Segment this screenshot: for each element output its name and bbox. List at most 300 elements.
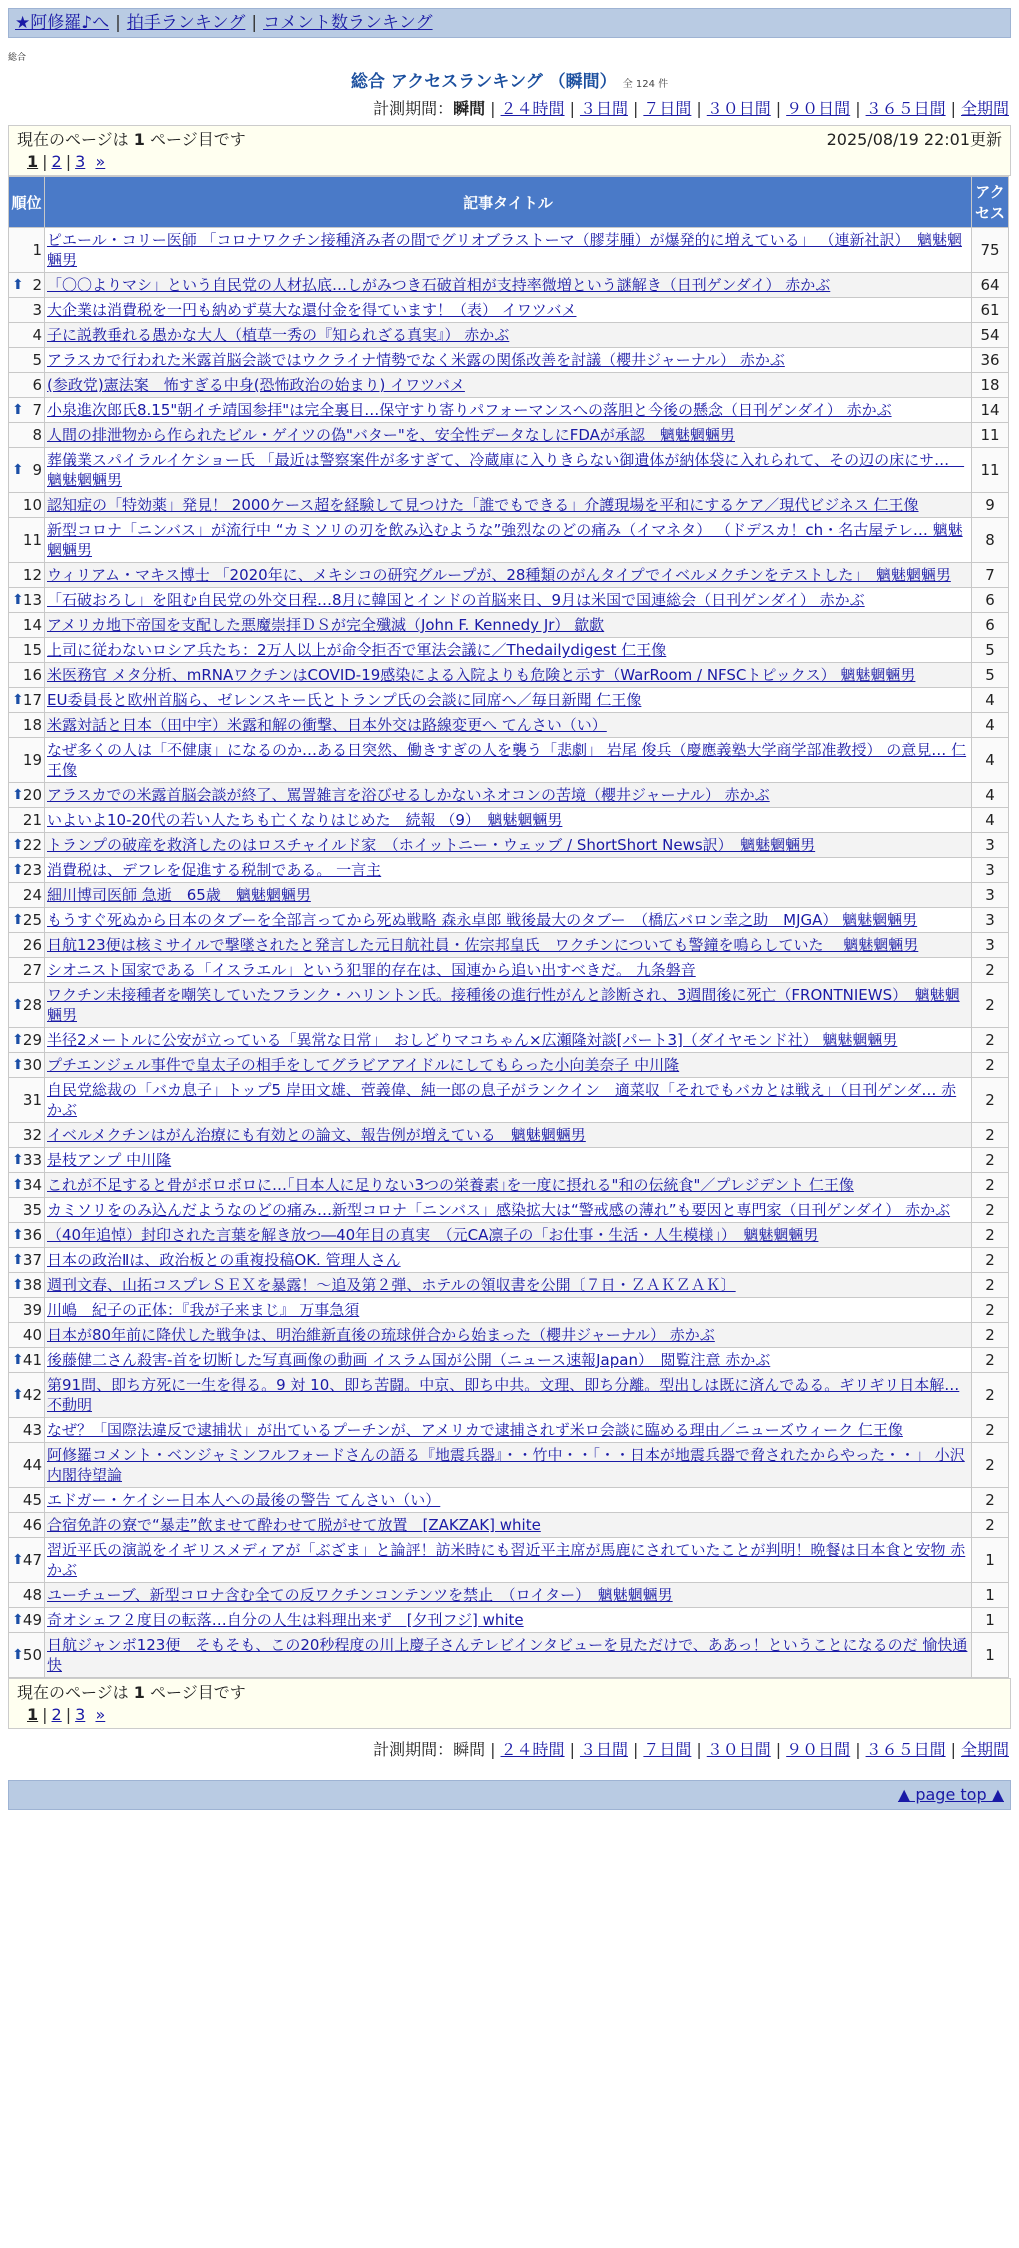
rank-cell (9, 908, 45, 933)
period-link[interactable]: ９０日間 (786, 1740, 851, 1759)
rank-cell (9, 298, 45, 323)
period-current: 瞬間 (453, 1740, 486, 1759)
article-title-link[interactable]: 日本が80年前に降伏した戦争は、明治維新直後の琉球併合から始まった（櫻井ジャーナル） 赤かぶ (47, 1326, 715, 1344)
current-page-text: 現在のページは 1 ページ目です (17, 130, 246, 149)
title-cell (45, 1608, 972, 1633)
rank-cell (9, 688, 45, 713)
access-count: 1 (972, 1583, 1009, 1608)
rank-number: 7 (32, 401, 42, 419)
rank-cell (9, 1198, 45, 1223)
next-page-link[interactable]: » (95, 1705, 106, 1724)
access-count: 6 (972, 613, 1009, 638)
article-title-link[interactable]: 合宿免許の寮で“暴走”飲ませて酔わせて脱がせて放置 [ZAKZAK] white (47, 1516, 541, 1534)
title-cell (45, 373, 972, 398)
article-title-link[interactable]: 「石破おろし」を阻む自民党の外交日程…8月に韓国とインドの首脳来日、9月は米国で国連総会（日刊ゲンダイ） 赤かぶ (47, 591, 865, 609)
period-link[interactable]: ２４時間 (500, 1740, 565, 1759)
rank-cell (9, 1173, 45, 1198)
title-cell (45, 858, 972, 883)
rank-cell (9, 808, 45, 833)
table-row (9, 493, 1009, 518)
rank-number: 8 (32, 426, 42, 444)
period-label: 計測期間： (373, 99, 454, 118)
col-header-title: 記事タイトル (45, 177, 972, 228)
rank-cell (9, 933, 45, 958)
article-title-link[interactable]: 米露対話と日本（田中宇）米露和解の衝撃、日本外交は路線変更へ てんさい（い） (47, 716, 607, 734)
pagination (27, 152, 1002, 171)
rank-number: 43 (22, 1421, 42, 1439)
table-row (9, 1538, 1009, 1583)
article-title-link[interactable]: 大企業は消費税を一円も納めず莫大な還付金を得ています！（表） イワツバメ (47, 301, 577, 319)
table-row (9, 398, 1009, 423)
access-count: 2 (972, 1078, 1009, 1123)
rank-number: 24 (22, 886, 42, 904)
period-link[interactable]: ２４時間 (500, 99, 565, 118)
period-link[interactable]: ３６５日間 (865, 99, 946, 118)
rank-number: 10 (22, 496, 42, 514)
article-title-link[interactable]: （40年追悼）封印された言葉を解き放つ―40年目の真実 （元CA凛子の「お仕事・生活・人生模様」） 魑魅魍魎男 (47, 1226, 819, 1244)
rank-number: 44 (22, 1456, 42, 1474)
rank-cell (9, 833, 45, 858)
access-count: 64 (972, 273, 1009, 298)
article-title-link[interactable]: 週刊文春、山拓コスプレＳＥＸを暴露！～追及第２弾、ホテルの領収書を公開〔７日・ＺＡＫＺＡＫ〕 (47, 1276, 736, 1294)
period-link[interactable]: ３日間 (579, 1740, 628, 1759)
article-title-link[interactable]: なぜ多くの人は「不健康」になるのか…ある日突然、働きすぎの人を襲う「悲劇」 岩尾 俊兵（慶應義塾大学商学部准教授） の意見… 仁王像 (47, 741, 967, 779)
access-count: 2 (972, 1488, 1009, 1513)
rank-cell (9, 738, 45, 783)
rank-cell (9, 1223, 45, 1248)
rank-number: 46 (22, 1516, 42, 1534)
table-row (9, 518, 1009, 563)
article-title-link[interactable]: 日本の政治Ⅱは、政治板との重複投稿OK. 管理人さん (47, 1251, 401, 1269)
page-link: 1 (27, 152, 39, 171)
access-count: 6 (972, 588, 1009, 613)
table-row (9, 958, 1009, 983)
table-row (9, 983, 1009, 1028)
total-count: 全 124 件 (622, 79, 669, 90)
table-row (9, 858, 1009, 883)
table-row (9, 1373, 1009, 1418)
access-count: 1 (972, 1608, 1009, 1633)
article-title-link[interactable]: いよいよ10-20代の若い人たちも亡くなりはじめた 続報 （9） 魑魅魍魎男 (47, 811, 563, 829)
rank-cell (9, 228, 45, 273)
title-cell (45, 883, 972, 908)
title-cell (45, 1633, 972, 1678)
table-row (9, 808, 1009, 833)
table-row (9, 1053, 1009, 1078)
title-cell (45, 1443, 972, 1488)
access-count: 3 (972, 883, 1009, 908)
period-separator: | (569, 1740, 575, 1759)
title-cell (45, 1323, 972, 1348)
title-cell (45, 613, 972, 638)
access-count: 18 (972, 373, 1009, 398)
access-count: 75 (972, 228, 1009, 273)
rank-number: 13 (22, 591, 42, 609)
access-count: 2 (972, 1323, 1009, 1348)
access-count: 2 (972, 1273, 1009, 1298)
article-title-link[interactable]: 小泉進次郎氏8.15"朝イチ靖国参拝"は完全裏目…保守すり寄りパフォーマンスへの落胆と今後の懸念（日刊ゲンダイ） 赤かぶ (47, 401, 892, 419)
rank-number: 33 (22, 1151, 42, 1169)
clap-ranking-link[interactable]: 拍手ランキング (126, 13, 246, 33)
article-title-link[interactable]: トランプの破産を救済したのはロスチャイルド家 （ホイットニー・ウェッブ / ShortShort News訳） 魑魅魍魎男 (47, 836, 816, 854)
article-title-link[interactable]: ワクチン未接種者を嘲笑していたフランク・ハリントン氏。接種後の進行性がんと診断され、3週間後に死亡（FRONTNIEWS） 魑魅魍魎男 (47, 986, 960, 1024)
pager-separator: | (42, 152, 48, 171)
rank-cell (9, 1513, 45, 1538)
article-title-link[interactable]: シオニスト国家である「イスラエル」という犯罪的存在は、国連から追い出すべきだ。 九条磐音 (47, 961, 696, 979)
rank-number: 21 (22, 811, 42, 829)
rank-number: 2 (32, 276, 42, 294)
article-title-link[interactable]: 日航ジャンボ123便 そもそも、この20秒程度の川上慶子さんテレビインタビューを見ただけで、ああっ！ということになるのだ 愉快通快 (47, 1636, 968, 1674)
table-row (9, 1418, 1009, 1443)
rank-cell (9, 1608, 45, 1633)
table-row (9, 908, 1009, 933)
article-title-link[interactable]: もうすぐ死ぬから日本のタブーを全部言ってから死ぬ戦略 森永卓郎 戦後最大のタブー （橋広バロン幸之助 MJGA） 魑魅魍魎男 (47, 911, 918, 929)
article-title-link[interactable]: 人間の排泄物から作られたビル・ゲイツの偽"バター"を、安全性データなしにFDAが承認 魑魅魍魎男 (47, 426, 735, 444)
article-title-link[interactable]: 消費税は、デフレを促進する税制である。 一言主 (47, 861, 382, 879)
period-separator: | (490, 1740, 496, 1759)
title-cell (45, 933, 972, 958)
access-count: 54 (972, 323, 1009, 348)
title-cell (45, 1053, 972, 1078)
rank-cell (9, 1488, 45, 1513)
access-count: 2 (972, 1373, 1009, 1418)
up-arrow-icon: ⬆ (12, 1227, 24, 1243)
rank-cell (9, 323, 45, 348)
article-title-link[interactable]: エドガー・ケイシー日本人への最後の警告 てんさい（い） (47, 1491, 441, 1509)
access-count: 2 (972, 1123, 1009, 1148)
up-arrow-icon: ⬆ (12, 997, 24, 1013)
rank-number: 27 (22, 961, 42, 979)
next-page-link[interactable]: » (95, 152, 106, 171)
period-link[interactable]: ３０日間 (706, 99, 771, 118)
rank-number: 26 (22, 936, 42, 954)
rank-cell (9, 1323, 45, 1348)
comment-ranking-link[interactable]: コメント数ランキング (263, 13, 433, 33)
rank-number: 35 (22, 1201, 42, 1219)
access-count: 4 (972, 713, 1009, 738)
access-count: 11 (972, 423, 1009, 448)
period-label: 計測期間： (373, 1740, 454, 1759)
period-link[interactable]: ３日間 (579, 99, 628, 118)
up-arrow-icon: ⬆ (12, 912, 24, 928)
article-title-link[interactable]: 「〇〇よりマシ」という自民党の人材払底…しがみつき石破首相が支持率微増という謎解き（日刊ゲンダイ） 赤かぶ (47, 276, 831, 294)
article-title-link[interactable]: 新型コロナ「ニンバス」が流行中 “カミソリの刃を飲み込むような”強烈なのどの痛み（イマネタ） （ドデスカ！ch・名古屋テレ… 魑魅魍魎男 (47, 521, 963, 559)
article-title-link[interactable]: 自民党総裁の「バカ息子」トップ5 岸田文雄、菅義偉、純一郎の息子がランクイン 適菜収「それでもバカとは戦え」（日刊ゲンダ… 赤かぶ (47, 1081, 957, 1119)
period-link[interactable]: ３６５日間 (865, 1740, 946, 1759)
title-cell (45, 1538, 972, 1583)
table-row (9, 1323, 1009, 1348)
title-cell (45, 323, 972, 348)
period-link[interactable]: 全期間 (960, 99, 1009, 118)
rank-number: 4 (32, 326, 42, 344)
rank-number: 12 (22, 566, 42, 584)
access-count: 36 (972, 348, 1009, 373)
table-row (9, 348, 1009, 373)
rank-cell (9, 398, 45, 423)
article-title-link[interactable]: アメリカ地下帝国を支配した悪魔崇拝ＤＳが完全殲滅（John F. Kennedy Jr） 歙歔 (47, 616, 605, 634)
period-separator: | (632, 99, 639, 118)
rank-number: 9 (32, 461, 42, 479)
title-cell (45, 1513, 972, 1538)
pager-separator: | (42, 1705, 48, 1724)
up-arrow-icon: ⬆ (12, 1552, 24, 1568)
title-cell (45, 688, 972, 713)
rank-cell (9, 883, 45, 908)
article-title-link[interactable]: ウィリアム・マキス博士 「2020年に、メキシコの研究グループが、28種類のがんタイプでイベルメクチンをテストした」 魑魅魍魎男 (47, 566, 951, 584)
period-separator: | (490, 99, 496, 118)
article-title-link[interactable]: 上司に従わないロシア兵たち：2万人以上が命令拒否で軍法会議に／Thedailydigest 仁王像 (47, 641, 667, 659)
access-count: 4 (972, 783, 1009, 808)
rank-cell (9, 448, 45, 493)
rank-cell (9, 1418, 45, 1443)
article-title-link[interactable]: 後藤健二さん殺害-首を切断した写真画像の動画 イスラム国が公開（ニュース速報Japan） 閲覧注意 赤かぶ (47, 1351, 771, 1369)
article-title-link[interactable]: (参政党)憲法案 怖すぎる中身(恐怖政治の始まり) イワツバメ (47, 376, 465, 394)
up-arrow-icon: ⬆ (12, 1352, 24, 1368)
article-title-link[interactable]: 子に説教垂れる愚かな大人（植草一秀の『知られざる真実』） 赤かぶ (47, 326, 510, 344)
rank-cell (9, 563, 45, 588)
article-title-link[interactable]: 日航123便は核ミサイルで撃墜されたと発言した元日航社員・佐宗邦皇氏 ワクチンについても警鐘を鳴らしていた 魑魅魍魎男 (47, 936, 919, 954)
pager-separator: | (65, 152, 72, 171)
table-row (9, 448, 1009, 493)
rank-cell (9, 1078, 45, 1123)
title-cell (45, 1248, 972, 1273)
table-row (9, 713, 1009, 738)
access-count: 2 (972, 1173, 1009, 1198)
table-row (9, 663, 1009, 688)
article-title-link[interactable]: 葬儀業スパイラルイケショー氏 「最近は警察案件が多すぎて、冷蔵庫に入りきらない御遺体が納体袋に入れられて、その辺の床にサ… 魑魅魍魎男 (47, 451, 965, 489)
title-cell (45, 783, 972, 808)
access-count: 3 (972, 908, 1009, 933)
table-row (9, 783, 1009, 808)
rank-cell (9, 958, 45, 983)
table-row (9, 738, 1009, 783)
page-info-box (8, 125, 1011, 176)
article-title-link[interactable]: 半径2メートルに公安が立っている「異常な日常」 おしどりマコちゃん×広瀬隆対談[パート3]（ダイヤモンド社） 魑魅魍魎男 (47, 1031, 898, 1049)
article-title-link[interactable]: これが不足すると骨がボロボロに…｢日本人に足りない3つの栄養素｣を一度に摂れる"和の伝統食"／プレジデント 仁王像 (47, 1176, 854, 1194)
title-cell (45, 1583, 972, 1608)
table-row (9, 228, 1009, 273)
access-count: 5 (972, 638, 1009, 663)
period-selector-bottom (8, 1737, 1009, 1760)
access-count: 3 (972, 833, 1009, 858)
article-title-link[interactable]: 川嶋 紀子の正体：『我が子来まじ』 万事急須 (47, 1301, 360, 1319)
access-count: 2 (972, 983, 1009, 1028)
table-row (9, 1583, 1009, 1608)
table-row (9, 1273, 1009, 1298)
article-title-link[interactable]: 細川博司医師 急逝 65歳 魑魅魍魎男 (47, 886, 311, 904)
period-link[interactable]: ９０日間 (786, 99, 851, 118)
title-cell (45, 588, 972, 613)
title-cell (45, 1123, 972, 1148)
rank-number: 47 (22, 1551, 42, 1569)
title-cell (45, 518, 972, 563)
page-link[interactable]: 3 (75, 1705, 86, 1724)
page-link[interactable]: 2 (51, 152, 62, 171)
article-title-link[interactable]: EU委員長と欧州首脳ら、ゼレンスキー氏とトランプ氏の会談に同席へ／毎日新聞 仁王像 (47, 691, 642, 709)
rank-cell (9, 663, 45, 688)
title-cell (45, 1488, 972, 1513)
period-link[interactable]: ７日間 (643, 99, 692, 118)
article-title-link[interactable]: アラスカでの米露首脳会談が終了、罵詈雑言を浴びせるしかないネオコンの苦境（櫻井ジャーナル） 赤かぶ (47, 786, 770, 804)
rank-cell (9, 1373, 45, 1418)
table-row (9, 933, 1009, 958)
category-label: 総合 (8, 53, 27, 63)
title-cell (45, 1223, 972, 1248)
rank-cell (9, 1633, 45, 1678)
nav-separator: | (251, 13, 258, 33)
rank-number: 30 (22, 1056, 42, 1074)
rank-cell (9, 1273, 45, 1298)
rank-number: 19 (22, 751, 42, 769)
access-count: 2 (972, 1148, 1009, 1173)
up-arrow-icon: ⬆ (12, 1177, 24, 1193)
period-separator: | (775, 99, 782, 118)
title-cell (45, 663, 972, 688)
ranking-table (8, 176, 1009, 1678)
rank-cell (9, 613, 45, 638)
period-link[interactable]: ３０日間 (706, 1740, 771, 1759)
access-count: 5 (972, 663, 1009, 688)
title-cell (45, 958, 972, 983)
home-link[interactable]: ★阿修羅♪へ (15, 13, 110, 33)
article-title-link[interactable]: なぜ？「国際法違反で逮捕状」が出ているプーチンが、アメリカで逮捕されず米ロ会談に臨める理由／ニューズウィーク 仁王像 (47, 1421, 903, 1439)
article-title-link[interactable]: 認知症の「特効薬」発見！ 2000ケース超を経験して見つけた「誰でもできる」介護現場を平和にするケア／現代ビジネス 仁王像 (47, 496, 919, 514)
title-cell (45, 228, 972, 273)
access-count: 2 (972, 1198, 1009, 1223)
period-link[interactable]: 全期間 (960, 1740, 1009, 1759)
up-arrow-icon: ⬆ (12, 277, 24, 293)
title-cell (45, 983, 972, 1028)
table-row (9, 323, 1009, 348)
period-link[interactable]: ７日間 (643, 1740, 692, 1759)
up-arrow-icon: ⬆ (12, 462, 24, 478)
article-title-link[interactable]: イベルメクチンはがん治療にも有効との論文、報告例が増えている 魑魅魍魎男 (47, 1126, 586, 1144)
page-link[interactable]: 3 (75, 152, 86, 171)
rank-number: 45 (22, 1491, 42, 1509)
rank-cell (9, 638, 45, 663)
article-title-link[interactable]: 習近平氏の演説をイギリスメディアが「ぶざま」と論評！訪米時にも習近平主席が馬鹿にされていたことが判明！晩餐は日本食と安物 赤かぶ (47, 1541, 966, 1579)
nav-separator: | (115, 13, 121, 33)
title-cell (45, 1028, 972, 1053)
table-row (9, 373, 1009, 398)
up-arrow-icon: ⬆ (12, 1647, 24, 1663)
rank-number: 11 (22, 531, 42, 549)
up-arrow-icon: ⬆ (12, 1612, 24, 1628)
current-page-text: 現在のページは 1 ページ目です (17, 1683, 246, 1702)
rank-cell (9, 588, 45, 613)
period-separator: | (569, 99, 575, 118)
title-cell (45, 1148, 972, 1173)
title-cell (45, 738, 972, 783)
title-cell (45, 1173, 972, 1198)
rank-number: 3 (32, 301, 42, 319)
up-arrow-icon: ⬆ (12, 1057, 24, 1073)
title-cell (45, 398, 972, 423)
rank-number: 37 (22, 1251, 42, 1269)
rank-number: 14 (22, 616, 42, 634)
page-link[interactable]: 2 (51, 1705, 62, 1724)
rank-number: 28 (22, 996, 42, 1014)
access-count: 9 (972, 493, 1009, 518)
article-title-link[interactable]: 第91問、即ち方死に一生を得る。9 対 10、即ち苦闘。中京、即ち中共。文理、即ち分離。型出しは既に済んでゐる。ギリギリ日本解… 不動明 (47, 1376, 960, 1414)
table-row (9, 1298, 1009, 1323)
rank-number: 42 (22, 1386, 42, 1404)
access-count: 2 (972, 1348, 1009, 1373)
rank-number: 25 (22, 911, 42, 929)
rank-number: 17 (22, 691, 42, 709)
period-separator: | (775, 1740, 782, 1759)
bottom-bar (8, 1780, 1011, 1810)
access-count: 14 (972, 398, 1009, 423)
title-cell (45, 298, 972, 323)
title-cell (45, 713, 972, 738)
access-count: 7 (972, 563, 1009, 588)
period-separator: | (696, 1740, 702, 1759)
access-count: 2 (972, 1513, 1009, 1538)
table-row (9, 1078, 1009, 1123)
title-cell (45, 1298, 972, 1323)
title-cell (45, 908, 972, 933)
rank-number: 34 (22, 1176, 42, 1194)
access-count: 11 (972, 448, 1009, 493)
rank-cell (9, 348, 45, 373)
rank-cell (9, 1348, 45, 1373)
rank-number: 38 (22, 1276, 42, 1294)
article-title-link[interactable]: 阿修羅コメント・ベンジャミンフルフォードさんの語る『地震兵器』・・竹中・・「・・日本が地震兵器で脅されたからやった・・」 小沢内閣待望論 (47, 1446, 965, 1484)
access-count: 4 (972, 808, 1009, 833)
access-count: 4 (972, 738, 1009, 783)
access-count: 2 (972, 1418, 1009, 1443)
rank-number: 5 (32, 351, 42, 369)
page-title (8, 67, 1011, 92)
table-row (9, 298, 1009, 323)
up-arrow-icon: ⬆ (12, 402, 24, 418)
article-title-link[interactable]: ユーチューブ、新型コロナ含む全ての反ワクチンコンテンツを禁止 （ロイター） 魑魅魍魎男 (47, 1586, 673, 1604)
rank-number: 23 (22, 861, 42, 879)
up-arrow-icon: ⬆ (12, 692, 24, 708)
up-arrow-icon: ⬆ (12, 1252, 24, 1268)
article-title-link[interactable]: 奇オシェフ２度目の転落…自分の人生は料理出来ず [夕刊フジ] white (47, 1611, 524, 1629)
article-title-link[interactable]: カミソリをのみ込んだようなのどの痛み…新型コロナ「ニンバス」感染拡大は“警戒感の薄れ”も要因と専門家（日刊ゲンダイ） 赤かぶ (47, 1201, 951, 1219)
title-cell (45, 1418, 972, 1443)
period-separator: | (855, 99, 861, 118)
period-separator: | (696, 99, 702, 118)
rank-number: 31 (22, 1091, 42, 1109)
article-title-link[interactable]: アラスカで行われた米露首脳会談ではウクライナ情勢でなく米露の関係改善を討議（櫻井ジャーナル） 赤かぶ (47, 351, 785, 369)
rank-number: 50 (22, 1646, 42, 1664)
table-row (9, 613, 1009, 638)
article-title-link[interactable]: プチエンジェル事件で皇太子の相手をしてグラビアアイドルにしてもらった小向美奈子 中川隆 (47, 1056, 680, 1074)
page-top-link[interactable]: ▲ page top ▲ (897, 1785, 1004, 1804)
period-separator: | (632, 1740, 639, 1759)
rank-cell (9, 273, 45, 298)
table-row (9, 1633, 1009, 1678)
title-cell (45, 563, 972, 588)
title-cell (45, 1273, 972, 1298)
access-count: 2 (972, 1223, 1009, 1248)
access-count: 2 (972, 1443, 1009, 1488)
rank-number: 36 (22, 1226, 42, 1244)
article-title-link[interactable]: ピエール・コリー医師 「コロナワクチン接種済み者の間でグリオブラストーマ（膠芽腫）が爆発的に増えている」 （連新社訳） 魑魅魍魎男 (47, 231, 962, 269)
article-title-link[interactable]: 是枝アンプ 中川隆 (47, 1151, 172, 1169)
rank-number: 49 (22, 1611, 42, 1629)
article-title-link[interactable]: 米医務官 メタ分析、mRNAワクチンはCOVID-19感染による入院よりも危険と示す（WarRoom / NFSCトピックス） 魑魅魍魎男 (47, 666, 916, 684)
rank-number: 1 (32, 241, 42, 259)
rank-number: 32 (22, 1126, 42, 1144)
period-separator: | (950, 1740, 956, 1759)
rank-number: 16 (22, 666, 42, 684)
up-arrow-icon: ⬆ (12, 862, 24, 878)
